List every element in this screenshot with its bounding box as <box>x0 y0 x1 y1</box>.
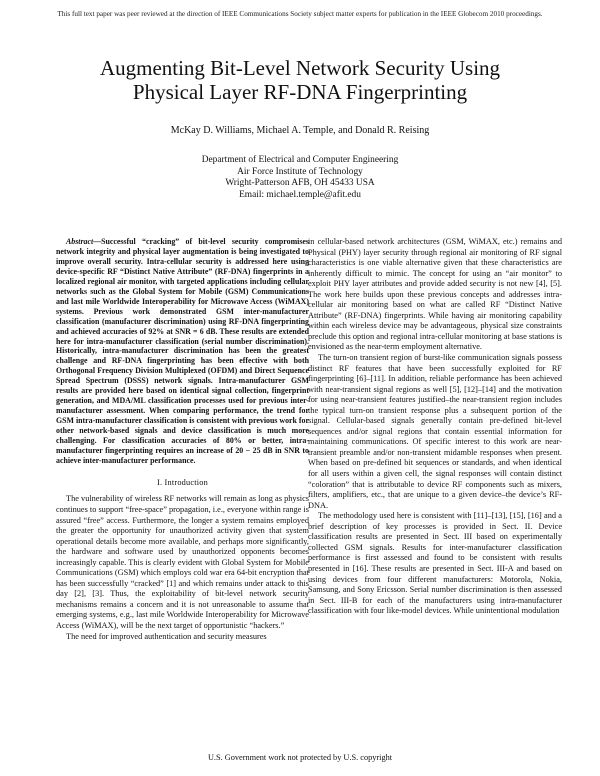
title-line-1: Augmenting Bit-Level Network Security Using <box>99 56 501 80</box>
left-paragraph: The vulnerability of wireless RF networks will remain as long as physics continues to support “free-space” propagation, i.e., everyone within range is assured “free” access. Furthermore, the longer a system remains employed the greater the opportunity for unauthorized activity given that system operational details become more available, and perhaps more significantly, the hardware and software used by unauthorized opponents becomes increasingly capable. This is clearly evident with Global System for Mobile Communications (GSM) which employs cold war era 64-bit encryption that has been successfully “cracked” [1] and which remains under attack to this day [2], [3]. Thus, the exploitability of bit-level network security mechanisms remains a concern and it is not unreasonable to assume that emerging systems, e.g., last mile Worldwide Interoperability for Microwave Access (WiMAX), will be the next target of opportunistic “hackers.” <box>56 494 309 631</box>
left-paragraph: The need for improved authentication and security measures <box>66 631 267 641</box>
right-paragraph: The methodology used here is consistent with [11]–[13], [15], [16] and a brief description of key processes is provided in Sect. II. Device classification results are presented in Sect. III based on experimentally collected GSM signals. Results for inter-manufacturer classification performance is first assessed and found to be consistent with results presented in [16]. These results are presented in Sect. III-A and based on using devices from four different manufacturers: Motorola, Nokia, Samsung, and Sony Ericsson. Serial number discrimination is then assessed in Sect. III-B for each of the manufacturers using intra-manufacturer classification with four like-model devices. While unintentional modulation <box>308 511 562 616</box>
abstract-lead: Abstract <box>66 237 94 246</box>
left-column <box>56 237 309 642</box>
peer-review-note: This full text paper was peer reviewed at the direction of IEEE Communications Society subject matter experts for publication in the IEEE Globecom 2010 proceedings. <box>57 10 543 18</box>
section-heading-introduction: I. Introduction <box>157 477 208 487</box>
right-paragraph: The turn-on transient region of burst-like communication signals possess distinct RF features that have been successfully exploited for RF fingerprinting [6]–[11]. In addition, reliable performance has been achieved with near-transient signal regions as well [5], [12]–[14] and the motivation for using near-transient features justified–the near-transient region includes the typical turn-on transient response plus a subsequent portion of the signal. Cellular-based signals generally contain pre-defined bit-level sequences and/or signal regions that contain essential information for maintaining communications. Of specific interest to this work are near-transient preamble and/or non-transient midamble responses when present. When based on pre-defined bit sequences or standards, and when identical for all users within a given cell, the signal responses will contain distinct “coloration” that is attributable to device RF components such as mixers, filters, amplifiers, etc., that are unique to a given device–the device’s RF-DNA. <box>308 353 562 510</box>
abstract-text: —Successful “cracking” of bit-level security compromises network integrity and physical layer augmentation is being investigated to improve overall security. Intra-cellular security is addressed here using device-specific RF “Distinct Native Attribute” (RF-DNA) fingerprints in a localized regional air monitor, with targeted applications including cellular networks such as the Global System for Mobile (GSM) Communications and last mile Worldwide Interoperability for Microwave Access (WiMAX) systems. Previous work demonstrated GSM inter-manufacturer classification (manufacturer discrimination) using RF-DNA fingerprinting and achieved accuracies of 92% at SNR = 6 dB. These results are extended here for intra-manufacturer classification (serial number discrimination). Historically, intra-manufacturer discrimination has been the greatest challenge and RF-DNA fingerprinting has been effective with both Orthogonal Frequency Division Multiplexed (OFDM) and Direct Sequence Spread Spectrum (DSSS) network signals. Intra-manufacturer GSM results are provided here based on identical signal collection, fingerprint generation, and MDA/ML classification processes used for previous inter-manufacturer assessment. When comparing performance, the trend for GSM intra-manufacturer classification is consistent with previous work for other network-based signals and device classification is much more challenging. For classification accuracies of 80% or better, intra-manufacturer fingerprinting requires an increase of 20 − 25 dB in SNR to achieve inter-manufacturer performance. <box>56 237 309 465</box>
affiliation-institute: Air Force Institute of Technology <box>237 166 363 177</box>
author-list: McKay D. Williams, Michael A. Temple, and Donald R. Reising <box>170 125 430 136</box>
affiliation-block <box>0 155 600 201</box>
paper-title <box>0 56 600 104</box>
title-line-2: Physical Layer RF-DNA Fingerprinting <box>132 80 468 104</box>
copyright-footer: U.S. Government work not protected by U.S. copyright <box>207 753 393 762</box>
affiliation-email: Email: michael.temple@afit.edu <box>239 189 361 200</box>
right-paragraph: in cellular-based network architectures (GSM, WiMAX, etc.) remains and Physical (PHY) layer security through regional air monitoring of RF signal characteristics is one viable alternative given that these characteristics are inherently difficult to mimic. The concept for using an “air monitor” to exploit PHY layer attributes and provide added security is not new [4], [5]. The work here builds upon these previous concepts and addresses intra-cellular air monitoring based on what are called RF “Distinct Native Attribute” (RF-DNA) fingerprints. While having air monitoring capability within each wireless device may be advantageous, physical size constraints preclude this option and regional intra-cellular monitoring at base stations is envisioned as the near-term employment alternative. <box>308 237 562 352</box>
right-column <box>308 237 562 617</box>
affiliation-department: Department of Electrical and Computer Engineering <box>201 155 399 165</box>
affiliation-address: Wright-Patterson AFB, OH 45433 USA <box>225 178 375 188</box>
abstract <box>56 237 309 466</box>
